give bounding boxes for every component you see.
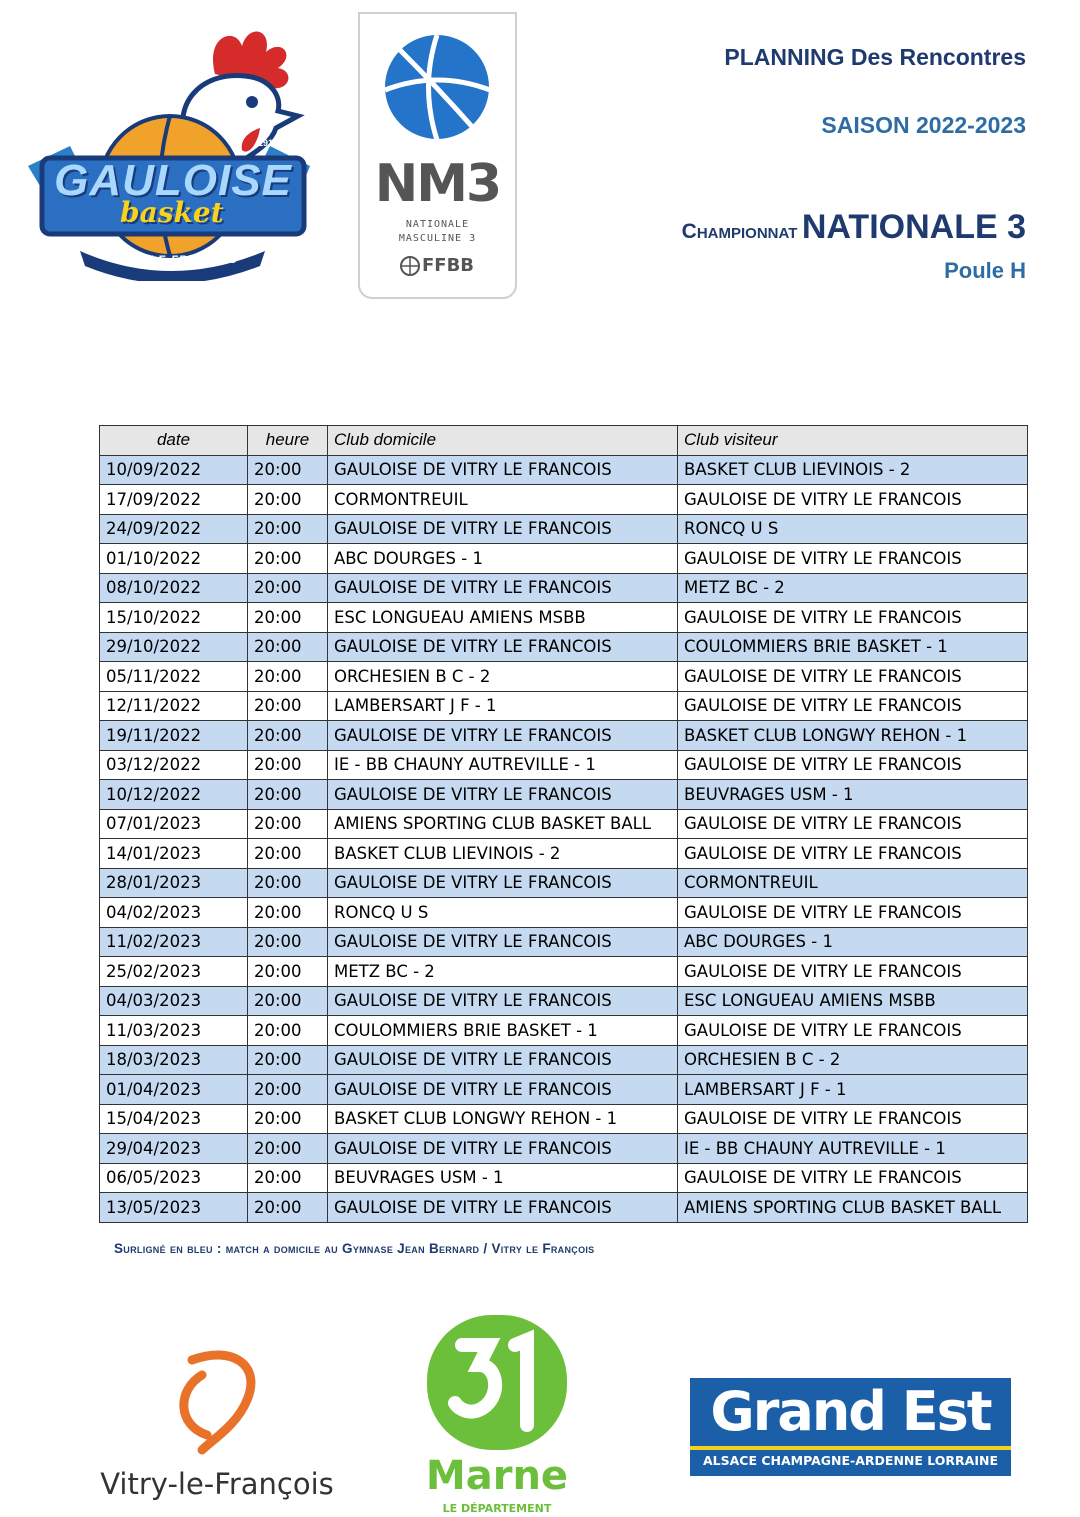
table-row <box>100 839 1028 869</box>
cell-home-club: ORCHESIEN B C - 2 <box>328 662 678 692</box>
cell-time: 20:00 <box>248 1075 328 1105</box>
cell-date: 10/12/2022 <box>100 780 248 810</box>
cell-time: 20:00 <box>248 927 328 957</box>
cell-time: 20:00 <box>248 544 328 574</box>
cell-date: 25/02/2023 <box>100 957 248 987</box>
grand-est-logo <box>690 1378 1011 1476</box>
grand-est-logo-sub: ALSACE CHAMPAGNE-ARDENNE LORRAINE <box>702 1453 998 1468</box>
cell-home-club: METZ BC - 2 <box>328 957 678 987</box>
cell-home-club: ESC LONGUEAU AMIENS MSBB <box>328 603 678 633</box>
cell-date: 04/02/2023 <box>100 898 248 928</box>
cell-home-club: GAULOISE DE VITRY LE FRANCOIS <box>328 632 678 662</box>
cell-away-club: GAULOISE DE VITRY LE FRANCOIS <box>678 809 1028 839</box>
nm3-logo <box>358 12 517 299</box>
header-away-club: Club visiteur <box>678 426 1028 456</box>
cell-time: 20:00 <box>248 868 328 898</box>
cell-home-club: GAULOISE DE VITRY LE FRANCOIS <box>328 780 678 810</box>
cell-date: 04/03/2023 <box>100 986 248 1016</box>
table-row <box>100 868 1028 898</box>
table-row <box>100 662 1028 692</box>
table-row <box>100 573 1028 603</box>
cell-home-club: GAULOISE DE VITRY LE FRANCOIS <box>328 986 678 1016</box>
table-row <box>100 514 1028 544</box>
cell-time: 20:00 <box>248 603 328 633</box>
table-row <box>100 455 1028 485</box>
gauloise-logo-year: 1910 <box>258 138 279 148</box>
header-time: heure <box>248 426 328 456</box>
cell-home-club: GAULOISE DE VITRY LE FRANCOIS <box>328 1193 678 1223</box>
cell-away-club: GAULOISE DE VITRY LE FRANCOIS <box>678 1016 1028 1046</box>
table-row <box>100 691 1028 721</box>
table-row <box>100 927 1028 957</box>
cell-home-club: AMIENS SPORTING CLUB BASKET BALL <box>328 809 678 839</box>
cell-date: 13/05/2023 <box>100 1193 248 1223</box>
cell-time: 20:00 <box>248 780 328 810</box>
grand-est-stripe <box>690 1446 1011 1450</box>
cell-away-club: CORMONTREUIL <box>678 868 1028 898</box>
cell-date: 19/11/2022 <box>100 721 248 751</box>
table-row <box>100 632 1028 662</box>
cell-away-club: BEUVRAGES USM - 1 <box>678 780 1028 810</box>
table-row <box>100 721 1028 751</box>
cell-time: 20:00 <box>248 1134 328 1164</box>
cell-time: 20:00 <box>248 662 328 692</box>
cell-away-club: ESC LONGUEAU AMIENS MSBB <box>678 986 1028 1016</box>
cell-time: 20:00 <box>248 632 328 662</box>
table-row <box>100 485 1028 515</box>
season-title: SAISON 2022-2023 <box>821 112 1026 138</box>
nm3-logo-line2: MASCULINE 3 <box>398 233 477 244</box>
nm3-logo-ffbb: FFBB <box>422 255 475 276</box>
cell-home-club: BASKET CLUB LONGWY REHON - 1 <box>328 1104 678 1134</box>
cell-date: 14/01/2023 <box>100 839 248 869</box>
cell-home-club: LAMBERSART J F - 1 <box>328 691 678 721</box>
cell-home-club: IE - BB CHAUNY AUTREVILLE - 1 <box>328 750 678 780</box>
table-row <box>100 957 1028 987</box>
cell-time: 20:00 <box>248 1193 328 1223</box>
gauloise-basket-logo <box>20 16 325 281</box>
championship-title <box>540 208 1026 247</box>
cell-date: 11/02/2023 <box>100 927 248 957</box>
cell-away-club: GAULOISE DE VITRY LE FRANCOIS <box>678 485 1028 515</box>
header-date: date <box>100 426 248 456</box>
cell-time: 20:00 <box>248 1104 328 1134</box>
cell-date: 01/10/2022 <box>100 544 248 574</box>
cell-time: 20:00 <box>248 691 328 721</box>
table-row <box>100 809 1028 839</box>
cell-away-club: GAULOISE DE VITRY LE FRANCOIS <box>678 691 1028 721</box>
cell-time: 20:00 <box>248 957 328 987</box>
table-row <box>100 986 1028 1016</box>
cell-home-club: COULOMMIERS BRIE BASKET - 1 <box>328 1016 678 1046</box>
cell-home-club: BASKET CLUB LIEVINOIS - 2 <box>328 839 678 869</box>
cell-away-club: BASKET CLUB LIEVINOIS - 2 <box>678 455 1028 485</box>
cell-time: 20:00 <box>248 514 328 544</box>
cell-time: 20:00 <box>248 898 328 928</box>
cell-date: 12/11/2022 <box>100 691 248 721</box>
vitry-le-francois-logo <box>72 1345 362 1515</box>
cell-time: 20:00 <box>248 573 328 603</box>
cell-time: 20:00 <box>248 455 328 485</box>
schedule-table <box>99 425 1028 1223</box>
cell-time: 20:00 <box>248 721 328 751</box>
cell-away-club: LAMBERSART J F - 1 <box>678 1075 1028 1105</box>
cell-date: 03/12/2022 <box>100 750 248 780</box>
cell-away-club: GAULOISE DE VITRY LE FRANCOIS <box>678 750 1028 780</box>
cell-away-club: GAULOISE DE VITRY LE FRANCOIS <box>678 662 1028 692</box>
cell-home-club: GAULOISE DE VITRY LE FRANCOIS <box>328 455 678 485</box>
gauloise-logo-city: VITRY-LE-FRANÇOIS <box>110 254 238 266</box>
cell-time: 20:00 <box>248 986 328 1016</box>
cell-date: 29/10/2022 <box>100 632 248 662</box>
cell-time: 20:00 <box>248 485 328 515</box>
table-row <box>100 1163 1028 1193</box>
highlight-footnote: Surligné en bleu : match a domicile au Gymnase Jean Bernard / Vitry le François <box>114 1241 595 1256</box>
cell-date: 11/03/2023 <box>100 1016 248 1046</box>
gauloise-logo-la: LA <box>64 138 78 149</box>
basketball-icon <box>380 30 495 145</box>
cell-away-club: GAULOISE DE VITRY LE FRANCOIS <box>678 603 1028 633</box>
gauloise-logo-main: GAULOISE <box>54 156 292 205</box>
nm3-logo-line1: NATIONALE <box>405 219 470 230</box>
table-row <box>100 1104 1028 1134</box>
cell-home-club: GAULOISE DE VITRY LE FRANCOIS <box>328 1134 678 1164</box>
cell-away-club: GAULOISE DE VITRY LE FRANCOIS <box>678 1104 1028 1134</box>
cell-away-club: GAULOISE DE VITRY LE FRANCOIS <box>678 544 1028 574</box>
table-header-row <box>100 426 1028 456</box>
cell-date: 29/04/2023 <box>100 1134 248 1164</box>
cell-time: 20:00 <box>248 1016 328 1046</box>
table-row <box>100 898 1028 928</box>
vitry-swirl-icon <box>162 1345 272 1455</box>
cell-date: 06/05/2023 <box>100 1163 248 1193</box>
table-row <box>100 1016 1028 1046</box>
cell-date: 17/09/2022 <box>100 485 248 515</box>
cell-away-club: GAULOISE DE VITRY LE FRANCOIS <box>678 957 1028 987</box>
table-row <box>100 1045 1028 1075</box>
table-row <box>100 1075 1028 1105</box>
cell-away-club: COULOMMIERS BRIE BASKET - 1 <box>678 632 1028 662</box>
cell-time: 20:00 <box>248 839 328 869</box>
cell-away-club: BASKET CLUB LONGWY REHON - 1 <box>678 721 1028 751</box>
header-home-club: Club domicile <box>328 426 678 456</box>
schedule-body <box>100 455 1028 1222</box>
cell-time: 20:00 <box>248 1045 328 1075</box>
table-row <box>100 603 1028 633</box>
page-title: PLANNING Des Rencontres <box>724 44 1026 70</box>
cell-home-club: ABC DOURGES - 1 <box>328 544 678 574</box>
cell-away-club: AMIENS SPORTING CLUB BASKET BALL <box>678 1193 1028 1223</box>
cell-away-club: ABC DOURGES - 1 <box>678 927 1028 957</box>
cell-away-club: GAULOISE DE VITRY LE FRANCOIS <box>678 1163 1028 1193</box>
championship-name: NATIONALE 3 <box>801 208 1026 246</box>
cell-date: 08/10/2022 <box>100 573 248 603</box>
ffbb-ball-icon <box>400 256 420 276</box>
nm3-logo-main: NM3 <box>374 154 501 214</box>
cell-time: 20:00 <box>248 1163 328 1193</box>
marne-department-logo <box>422 1315 572 1515</box>
cell-time: 20:00 <box>248 750 328 780</box>
pool-title: Poule H <box>944 258 1026 283</box>
cell-away-club: GAULOISE DE VITRY LE FRANCOIS <box>678 839 1028 869</box>
grand-est-logo-name: Grand Est <box>710 1380 991 1443</box>
cell-home-club: GAULOISE DE VITRY LE FRANCOIS <box>328 868 678 898</box>
table-row <box>100 1134 1028 1164</box>
marne-logo-sub: LE DÉPARTEMENT <box>442 1502 552 1515</box>
cell-home-club: BEUVRAGES USM - 1 <box>328 1163 678 1193</box>
table-row <box>100 544 1028 574</box>
cell-date: 01/04/2023 <box>100 1075 248 1105</box>
cell-home-club: GAULOISE DE VITRY LE FRANCOIS <box>328 514 678 544</box>
cell-away-club: ORCHESIEN B C - 2 <box>678 1045 1028 1075</box>
cell-home-club: GAULOISE DE VITRY LE FRANCOIS <box>328 927 678 957</box>
championship-prefix: Championnat <box>681 220 798 243</box>
cell-date: 18/03/2023 <box>100 1045 248 1075</box>
cell-home-club: GAULOISE DE VITRY LE FRANCOIS <box>328 573 678 603</box>
cell-date: 15/10/2022 <box>100 603 248 633</box>
cell-date: 05/11/2022 <box>100 662 248 692</box>
gauloise-logo-script: basket <box>120 196 224 229</box>
cell-date: 28/01/2023 <box>100 868 248 898</box>
cell-away-club: METZ BC - 2 <box>678 573 1028 603</box>
cell-home-club: RONCQ U S <box>328 898 678 928</box>
cell-away-club: RONCQ U S <box>678 514 1028 544</box>
cell-date: 10/09/2022 <box>100 455 248 485</box>
table-row <box>100 1193 1028 1223</box>
cell-away-club: GAULOISE DE VITRY LE FRANCOIS <box>678 898 1028 928</box>
cell-home-club: CORMONTREUIL <box>328 485 678 515</box>
vitry-logo-text: Vitry-le-François <box>100 1467 334 1501</box>
cell-away-club: IE - BB CHAUNY AUTREVILLE - 1 <box>678 1134 1028 1164</box>
table-row <box>100 750 1028 780</box>
cell-time: 20:00 <box>248 809 328 839</box>
cell-home-club: GAULOISE DE VITRY LE FRANCOIS <box>328 721 678 751</box>
cell-date: 07/01/2023 <box>100 809 248 839</box>
cell-home-club: GAULOISE DE VITRY LE FRANCOIS <box>328 1075 678 1105</box>
cell-home-club: GAULOISE DE VITRY LE FRANCOIS <box>328 1045 678 1075</box>
marne-51-icon <box>427 1315 567 1450</box>
cell-date: 15/04/2023 <box>100 1104 248 1134</box>
marne-logo-name: Marne <box>425 1453 569 1499</box>
table-row <box>100 780 1028 810</box>
cell-date: 24/09/2022 <box>100 514 248 544</box>
